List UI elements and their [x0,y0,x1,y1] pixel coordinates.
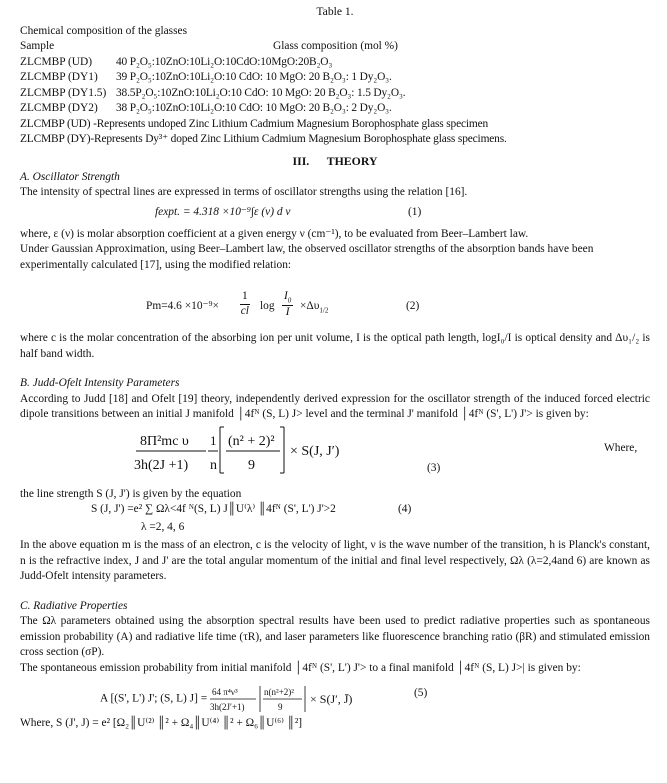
svg-text:× S(J′, J̄): × S(J′, J̄) [310,692,353,707]
emission-formula [210,684,400,714]
svg-text:(n² + 2)²: (n² + 2)² [228,433,275,449]
sample-composition: 38.5P₂O₅:10ZnO:10Li₂O:10 CdO: 10 MgO: 20 B₂O₃: 1.5 Dy₂O₃. [116,86,406,99]
section-heading [20,153,650,169]
paragraph: experimentally calculated [17], using the modified relation: [20,258,292,271]
where-label: Where, [604,441,638,454]
svg-text:1: 1 [210,432,217,448]
fraction-i0-over-i: $\frac{I_0}{I}$ [284,290,292,318]
sample-name: ZLCMBP (DY2) [20,102,98,115]
table-row [20,70,650,86]
equation-number: (2) [406,300,420,313]
paragraph: where c is the molar concentration of the absorbing ion per unit volume, I is the optical path length, logI₀/I is optical density and Δυ₁/₂ is half band width. [20,332,650,360]
section-title: THEORY [326,153,378,168]
equation-3 [20,423,650,487]
bandwidth-term: $\times\Delta\upsilon_{1/2}$ [300,300,329,315]
paragraph: According to Judd [18] and Ofelt [19] theory, independently derived expression for the oscillator strength of the induced forced electric dipole transitions between an initial J manifold │4fᴺ (S, L) J> level and the terminal J' manifold │4fᴺ (S', L') J'> is given by: [20,392,650,421]
equation-number: (4) [398,503,412,516]
svg-text:8Π²mc υ: 8Π²mc υ [140,433,189,449]
judd-ofelt-formula [130,423,470,487]
paragraph: The intensity of spectral lines are expressed in terms of oscillator strengths using the relation [16]. [20,186,468,199]
header-composition: Glass composition (mol %) [273,40,398,53]
fraction-one-over-cl: $\frac{1}{cl}$ [240,290,249,317]
header-sample: Sample [20,40,55,53]
svg-text:9: 9 [248,457,255,473]
equation-body: S (J, J') =e² ∑ Ωλ<4f ᴺ(S, L) J║U⁽λ⁾ ║4fᴺ (S', L') J'>2 [91,503,336,516]
paragraph: In the above equation m is the mass of an electron, c is the velocity of light, ν is the wave number of the transition, h is Planck's constant, n is the refractive index, J and J' are the total angular momentum of the initial and final level respectively, Ωλ (λ=2,4and 6) are known as Judd-Ofelt intensity parameters. [20,539,650,583]
sample-name: ZLCMBP (DY1) [20,71,98,84]
equation-number: (3) [427,461,441,474]
table-row [20,101,650,117]
sample-composition: 38 P₂O₅:10ZnO:10Li₂O:10 CdO: 10 MgO: 20 B₂O₃: 2 Dy₂O₃. [116,102,392,115]
equation-number: (5) [414,687,428,700]
lambda-values [20,520,650,538]
equation-5 [20,676,650,716]
paragraph: the line strength S (J, J') is given by the equation [20,487,242,500]
svg-text:64 π⁴ν³: 64 π⁴ν³ [212,687,238,698]
subsection-heading-c: C. Radiative Properties [20,599,128,612]
svg-text:n: n [210,457,217,473]
section-number: III. [292,153,310,168]
sample-composition: 40 P₂O₅:10ZnO:10Li₂O:10CdO:10MgO:20B₂O₃ [116,55,333,68]
svg-text:9: 9 [278,702,283,713]
sample-name: ZLCMBP (DY1.5) [20,86,107,99]
table-row [20,86,650,102]
table-header [20,39,650,55]
paper-page [20,4,650,732]
paragraph: Under Gaussian Approximation, using Beer–Lambert law, the observed oscillator strengths of the absorption bands have been [20,243,594,256]
svg-text:3h(2J′+1): 3h(2J′+1) [210,702,245,713]
equation-4 [20,502,650,520]
svg-text:× S(J, J′): × S(J, J′) [290,443,340,459]
equation-lhs: A [(S', L') J'; (S, L) J] = [100,692,208,705]
table-row [20,55,650,71]
equation-number: (1) [408,205,422,218]
equation-2 [20,273,650,331]
svg-text:3h(2J +1): 3h(2J +1) [134,457,189,473]
subsection-heading-a: A. Oscillator Strength [20,170,120,183]
note-undoped: ZLCMBP (UD) -Represents undoped Zinc Lithium Cadmium Magnesium Borophosphate glass specimen [20,117,489,130]
paragraph: where, ε (ν) is molar absorption coefficient at a given energy ν (cm⁻¹), to be evaluated from Beer–Lambert law. [20,227,529,240]
equation-1 [20,201,650,227]
equation-body: Pm=4.6 ×10⁻⁹× [146,300,219,313]
paragraph: Where, S (J', J) = e² [Ω₂║U⁽²⁾ ║² + Ω₄║U⁽⁴⁾ ║² + Ω₆║U⁽⁶⁾ ║²] [20,717,303,730]
paragraph: The Ωλ parameters obtained using the absorption spectral results have been used to predict radiative properties such as spontaneous emission probability (A) and radiative life time (τR), and laser parameters like fluorescence branching ratio (βR) and stimulated emission cross section (σP). [20,615,650,659]
subsection-heading-b: B. Judd-Ofelt Intensity Parameters [20,377,180,390]
sample-composition: 39 P₂O₅:10ZnO:10Li₂O:10 CdO: 10 MgO: 20 B₂O₃: 1 Dy₂O₃. [116,71,392,84]
lambda-text: λ =2, 4, 6 [141,521,185,534]
svg-text:n(n²+2)²: n(n²+2)² [264,687,295,698]
table-title: Table 1. [316,5,354,18]
table-caption: Chemical composition of the glasses [20,24,188,37]
paragraph: The spontaneous emission probability from initial manifold │4fᴺ (S', L') J'> to a final manifold │4fᴺ (S, L) J>| is given by: [20,661,581,674]
sample-name: ZLCMBP (UD) [20,55,93,68]
note-doped: ZLCMBP (DY)-Represents Dy³⁺ doped Zinc Lithium Cadmium Magnesium Borophosphate glass specimens. [20,133,507,146]
equation-body [100,684,400,714]
equation-body: fexpt. = 4.318 ×10⁻⁹∫ε (ν) d ν [155,205,291,218]
log-operator: log [260,300,275,313]
